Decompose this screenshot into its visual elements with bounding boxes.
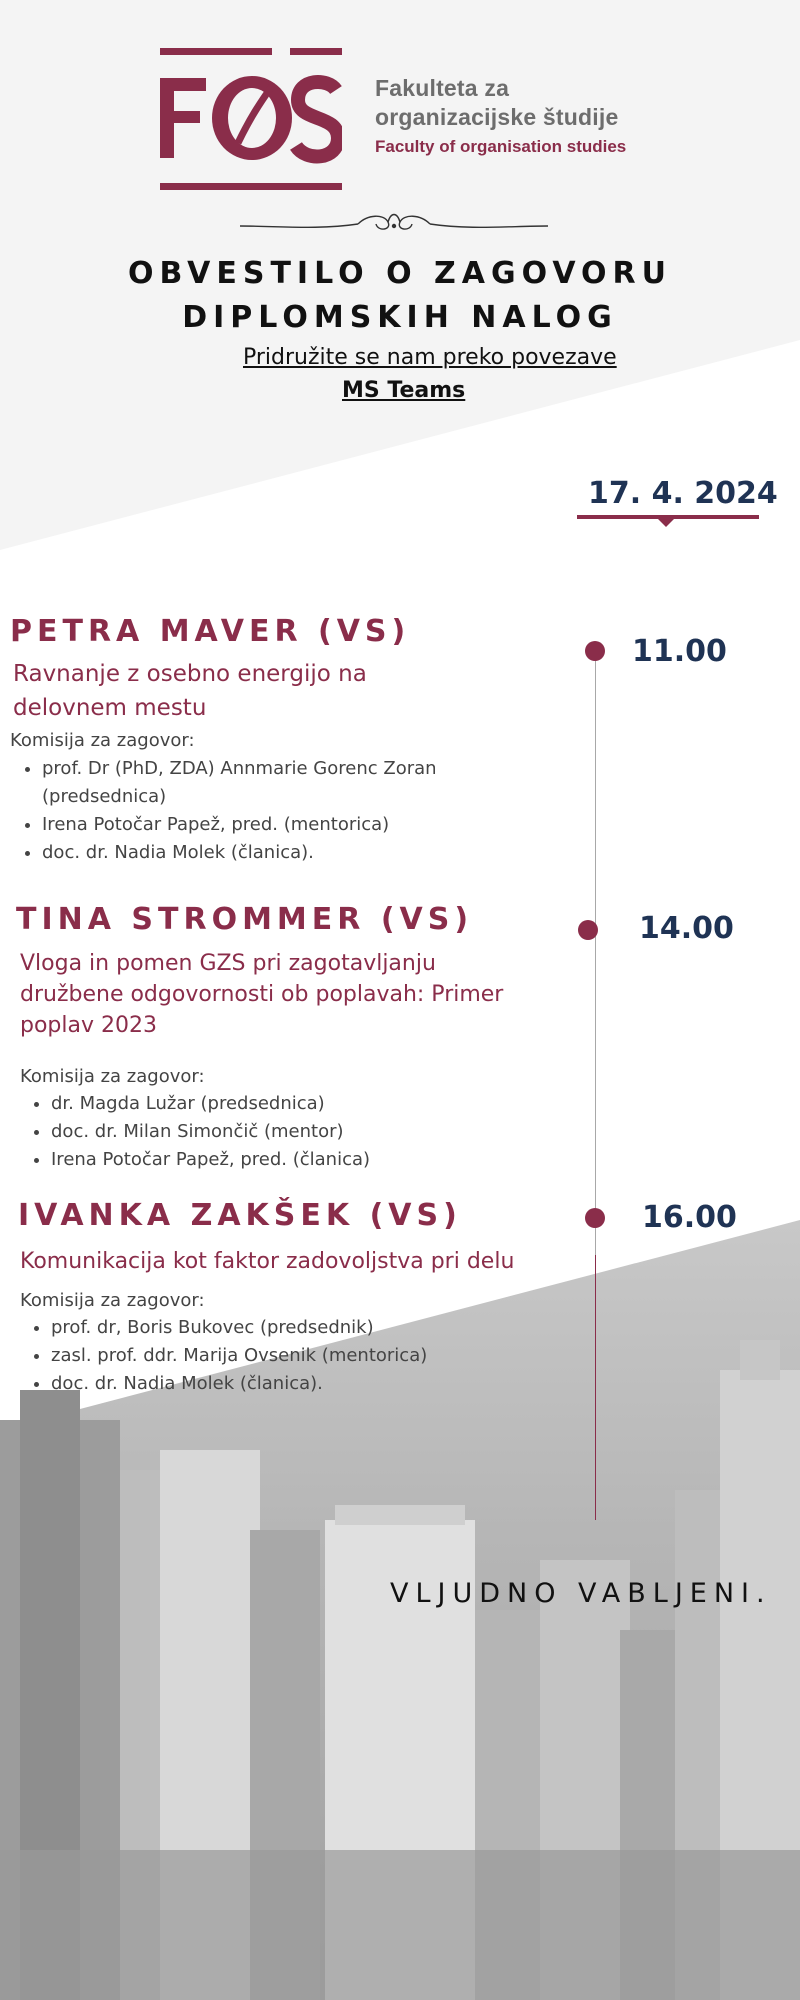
defense-time: 14.00 [639,911,734,946]
committee-list [21,1314,427,1398]
thesis-topic-line: družbene odgovornosti ob poplavah: Primer [20,982,504,1007]
event-date: 17. 4. 2024 [588,476,778,511]
thesis-topic-line: delovnem mestu [13,695,207,721]
timeline-dot [578,920,598,940]
student-name: PETRA MAVER (VS) [10,614,411,649]
ms-teams-link[interactable]: MS Teams [342,378,466,403]
student-name: TINA STROMMER (VS) [16,902,474,937]
timeline-dot [585,1208,605,1228]
thesis-topic [20,948,503,1041]
committee-member: • doc. dr. Nadia Molek (članica). [51,1370,427,1398]
fos-logo [160,48,640,190]
thesis-topic-line: Ravnanje z osebno energijo na [13,661,367,687]
thesis-topic [13,657,367,725]
committee-member: • prof. dr, Boris Bukovec (predsednik) [51,1314,427,1342]
thesis-topic-line: poplav 2023 [20,1013,157,1038]
defense-time: 16.00 [642,1200,737,1235]
ornament-divider [238,208,550,238]
date-pointer [657,518,675,527]
committee-member: • zasl. prof. ddr. Marija Ovsenik (mentorica) [51,1342,427,1370]
student-name: IVANKA ZAKŠEK (VS) [18,1198,462,1233]
committee-member: • doc. dr. Milan Simončič (mentor) [51,1118,370,1146]
committee-member: • dr. Magda Lužar (predsednica) [51,1090,370,1118]
page-title-line2: DIPLOMSKIH NALOG [182,300,618,335]
committee-member: • prof. Dr (PhD, ZDA) Annmarie Gorenc Zoran [42,755,437,783]
logo-name-line2: organizacijske študije [375,104,619,130]
committee-member: • Irena Potočar Papež, pred. (mentorica) [42,811,437,839]
committee-label: Komisija za zagovor: [10,730,195,751]
committee-list [21,1090,370,1174]
thesis-topic-line: Komunikacija kot faktor zadovoljstva pri delu [20,1249,515,1274]
committee-member: • Irena Potočar Papež, pred. (članica) [51,1146,370,1174]
invite-link-text[interactable]: Pridružite se nam preko povezave [243,345,617,370]
timeline-line-accent [595,1255,596,1520]
committee-label: Komisija za zagovor: [20,1066,205,1087]
logo-name-english: Faculty of organisation studies [375,137,627,156]
timeline-dot [585,641,605,661]
closing-invitation: VLJUDNO VABLJENI. [390,1578,772,1609]
thesis-topic-line: Vloga in pomen GZS pri zagotavljanju [20,951,436,976]
thesis-topic [20,1246,514,1278]
committee-label: Komisija za zagovor: [20,1290,205,1311]
committee-member: • doc. dr. Nadia Molek (članica). [42,839,437,867]
page-title-line1: OBVESTILO O ZAGOVORU [128,256,672,291]
defense-time: 11.00 [632,634,727,669]
city-skyline-image [0,1330,800,2000]
fos-logo-mark [160,48,342,190]
committee-member-continued: (predsednica) [42,786,167,807]
logo-name-line1: Fakulteta za [375,75,510,101]
committee-list [12,755,437,867]
